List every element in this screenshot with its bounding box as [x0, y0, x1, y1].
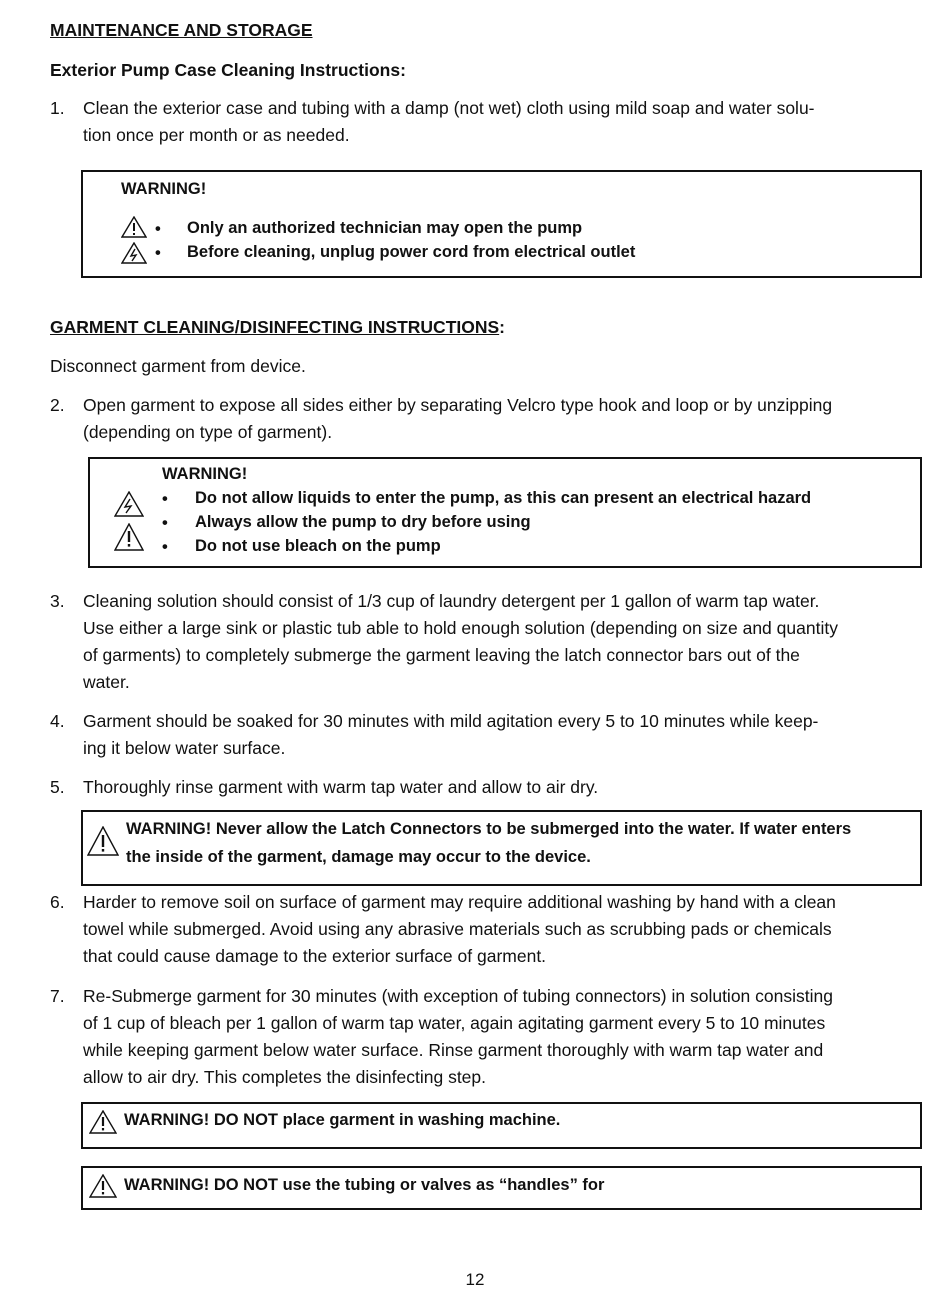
step-line: ing it below water surface. [83, 738, 286, 758]
step-line: that could cause damage to the exterior surface of garment. [83, 946, 547, 966]
caution-triangle-icon [89, 1110, 115, 1134]
step-line: while keeping garment below water surface. Rinse garment thoroughly with warm tap water and [83, 1040, 824, 1060]
step-line: allow to air dry. This completes the disinfecting step. [83, 1067, 487, 1087]
warning-item: Before cleaning, unplug power cord from electrical outlet [187, 243, 636, 261]
step-number: 7. [50, 986, 65, 1006]
step-number: 4. [50, 711, 65, 731]
step-line: (depending on type of garment). [83, 422, 333, 442]
bullet: • [155, 244, 161, 262]
step-4 [50, 708, 910, 762]
step-3 [50, 588, 910, 696]
step-number: 6. [50, 892, 65, 912]
warning-line: WARNING! Never allow the Latch Connectors to be submerged into the water. If water enters [126, 820, 852, 838]
warning-line: WARNING! DO NOT use the tubing or valves as “handles” for [124, 1176, 605, 1194]
step-line: of garments) to completely submerge the garment leaving the latch connector bars out of the [83, 645, 800, 665]
warning-box-pump [81, 170, 922, 278]
step-line: Use either a large sink or plastic tub able to hold enough solution (depending on size and quantity [83, 618, 838, 638]
warning-line: the inside of the garment, damage may occur to the device. [126, 848, 591, 866]
warning-line: WARNING! DO NOT place garment in washing machine. [124, 1111, 561, 1129]
warning-box-liquids [88, 457, 922, 568]
step-line: Thoroughly rinse garment with warm tap water and allow to air dry. [83, 777, 599, 797]
step-line: tion once per month or as needed. [83, 125, 350, 145]
step-number: 1. [50, 98, 65, 118]
manual-page [50, 0, 922, 1289]
bullet: • [155, 220, 161, 238]
electrical-hazard-icon [114, 491, 140, 515]
step-number: 5. [50, 777, 65, 797]
exterior-subheading: Exterior Pump Case Cleaning Instructions: [50, 60, 406, 80]
step-line: water. [83, 672, 130, 692]
bullet: • [162, 538, 168, 556]
caution-triangle-icon [121, 216, 147, 240]
step-number: 2. [50, 395, 65, 415]
step-1 [50, 95, 910, 149]
step-5 [50, 774, 910, 801]
electrical-hazard-icon [121, 242, 147, 266]
page-number: 12 [465, 1270, 485, 1289]
caution-triangle-icon [114, 523, 140, 547]
disconnect-text: Disconnect garment from device. [50, 356, 306, 376]
step-number: 3. [50, 591, 65, 611]
warning-item: Do not use bleach on the pump [195, 537, 441, 555]
garment-heading-colon: : [499, 317, 505, 337]
step-line: Harder to remove soil on surface of garment may require additional washing by hand with a clean [83, 892, 836, 912]
maintenance-heading: MAINTENANCE AND STORAGE [50, 20, 313, 40]
bullet: • [162, 490, 168, 508]
step-2 [50, 392, 910, 446]
warning-title: WARNING! [162, 465, 248, 483]
step-line: Open garment to expose all sides either by separating Velcro type hook and loop or by unzipping [83, 395, 833, 415]
warning-item: Only an authorized technician may open the pump [187, 219, 583, 237]
warning-box-handles [81, 1166, 922, 1210]
step-line: towel while submerged. Avoid using any abrasive materials such as scrubbing pads or chemicals [83, 919, 832, 939]
garment-heading [50, 317, 505, 338]
step-line: Clean the exterior case and tubing with a damp (not wet) cloth using mild soap and water solu- [83, 98, 815, 118]
garment-heading-text: GARMENT CLEANING/DISINFECTING INSTRUCTIONS [50, 317, 500, 337]
step-line: of 1 cup of bleach per 1 gallon of warm tap water, again agitating garment every 5 to 10 minutes [83, 1013, 826, 1033]
step-line: Cleaning solution should consist of 1/3 cup of laundry detergent per 1 gallon of warm tap water. [83, 591, 820, 611]
step-line: Re-Submerge garment for 30 minutes (with exception of tubing connectors) in solution consisting [83, 986, 833, 1006]
caution-triangle-icon [89, 1174, 115, 1198]
caution-triangle-icon [87, 826, 113, 850]
warning-item: Do not allow liquids to enter the pump, as this can present an electrical hazard [195, 489, 812, 507]
bullet: • [162, 514, 168, 532]
step-6 [50, 889, 910, 970]
warning-box-washing-machine [81, 1102, 922, 1149]
step-7 [50, 983, 910, 1091]
warning-item: Always allow the pump to dry before using [195, 513, 531, 531]
warning-box-latch [81, 810, 922, 886]
warning-title: WARNING! [121, 180, 207, 198]
step-line: Garment should be soaked for 30 minutes with mild agitation every 5 to 10 minutes while keep- [83, 711, 819, 731]
